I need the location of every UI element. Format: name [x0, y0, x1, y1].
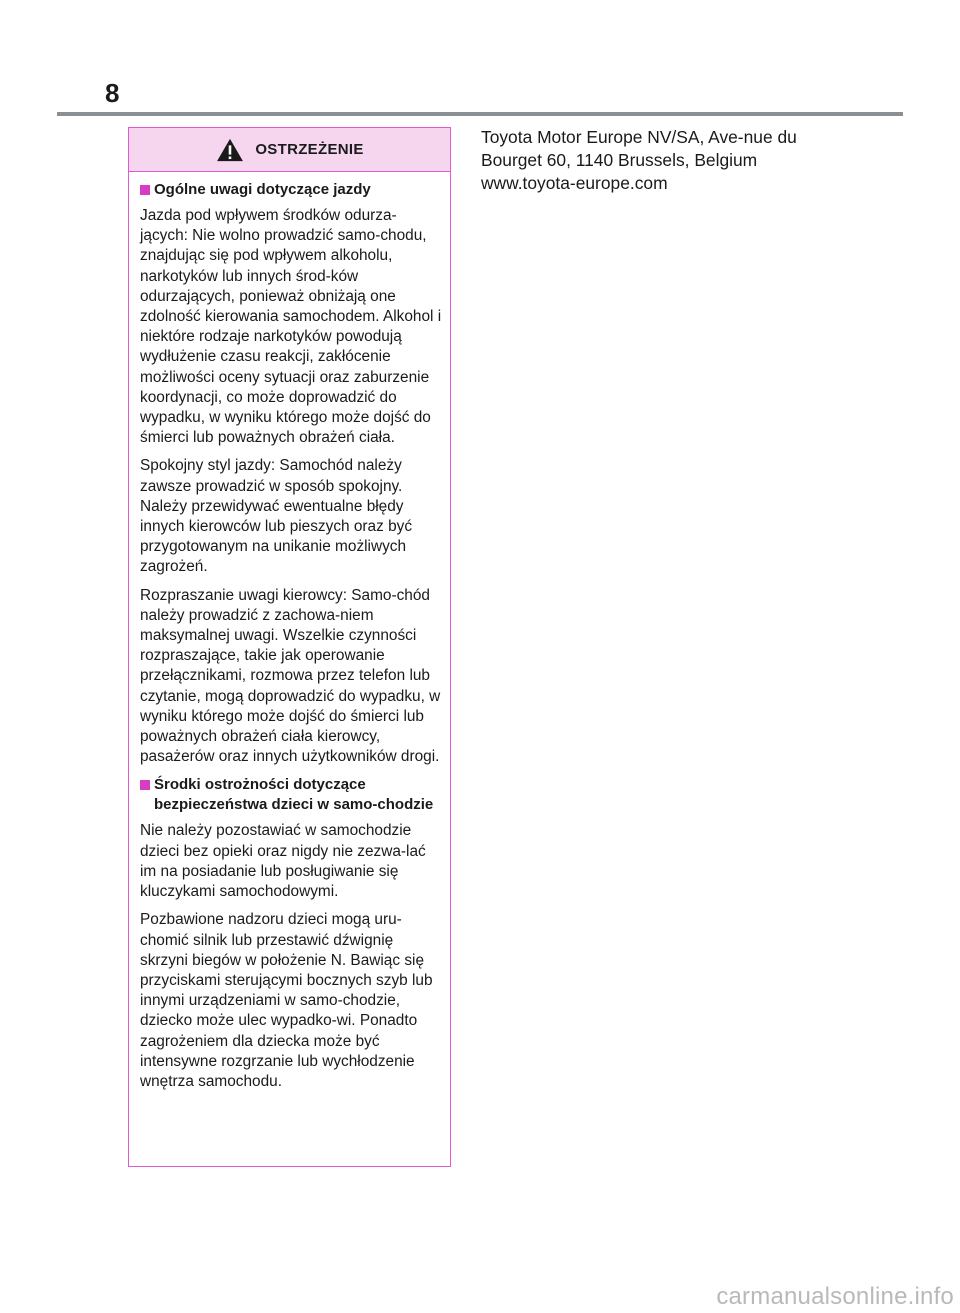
warning-body: [129, 172, 450, 1092]
warning-box: [128, 127, 451, 1167]
paragraph: Spokojny styl jazdy: Samochód należy zawsze prowadzić w sposób spokojny. Należy przewidywać ewentualne błędy innych kierowców lub pieszych oraz być przygotowanym na unikanie możliwych zagrożeń.: [140, 457, 413, 576]
square-bullet-icon: [140, 185, 150, 195]
paragraph: Rozpraszanie uwagi kierowcy: Samo-chód należy prowadzić z zachowa-niem maksymalnej uwagi. Wszelkie czynności rozpraszające, takie jak operowanie przełącznikami, rozmowa przez telefon lub czytanie, mogą doprowadzić do wypadku, w wyniku którego może dojść do śmierci lub poważnych obrażeń ciała kierowcy, pasażerów oraz innych użytkowników drogi.: [140, 586, 441, 766]
warning-header: [129, 128, 450, 172]
section-heading: Środki ostrożności dotyczące bezpieczeństwa dzieci w samo-chodzie: [140, 775, 444, 815]
warning-title: OSTRZEŻENIE: [255, 141, 364, 158]
section-heading: Ogólne uwagi dotyczące jazdy: [140, 180, 444, 200]
page-number: 8: [105, 78, 120, 108]
top-rule: [57, 112, 903, 116]
paragraph: Nie należy pozostawiać w samochodzie dzieci bez opieki oraz nigdy nie zezwa-lać im na posiadanie lub posługiwanie się kluczykami samochodowymi.: [140, 822, 426, 901]
manufacturer-address: Toyota Motor Europe NV/SA, Ave-nue du Bourget 60, 1140 Brussels, Belgium www.toyota-europe.com: [481, 127, 797, 193]
paragraph: Jazda pod wpływem środków odurza-jących: Nie wolno prowadzić samo-chodu, znajdując się pod wpływem alkoholu, narkotyków lub innych środ-ków odurzających, ponieważ obniżają one zdolność kierowania samochodem. Alkohol i niektóre rodzaje narkotyków powodują wydłużenie czasu reakcji, zakłócenie możliwości oceny sytuacji oraz zaburzenie koordynacji, co może doprowadzić do wypadku, w wyniku którego może dojść do śmierci lub poważnych obrażeń ciała.: [140, 207, 442, 447]
paragraph: Pozbawione nadzoru dzieci mogą uru-chomić silnik lub przestawić dźwignię skrzyni biegów w położenie N. Bawiąc się przyciskami sterującymi bocznych szyb lub innymi urządzeniami w samo-chodzie, dziecko może ulec wypadko-wi. Ponadto zagrożeniem dla dziecka może być intensywne rozgrzanie lub wychłodzenie wnętrza samochodu.: [140, 911, 433, 1090]
square-bullet-icon: [140, 780, 150, 790]
watermark: carmanualsonline.info: [716, 1283, 954, 1310]
warning-triangle-icon: [215, 138, 245, 162]
